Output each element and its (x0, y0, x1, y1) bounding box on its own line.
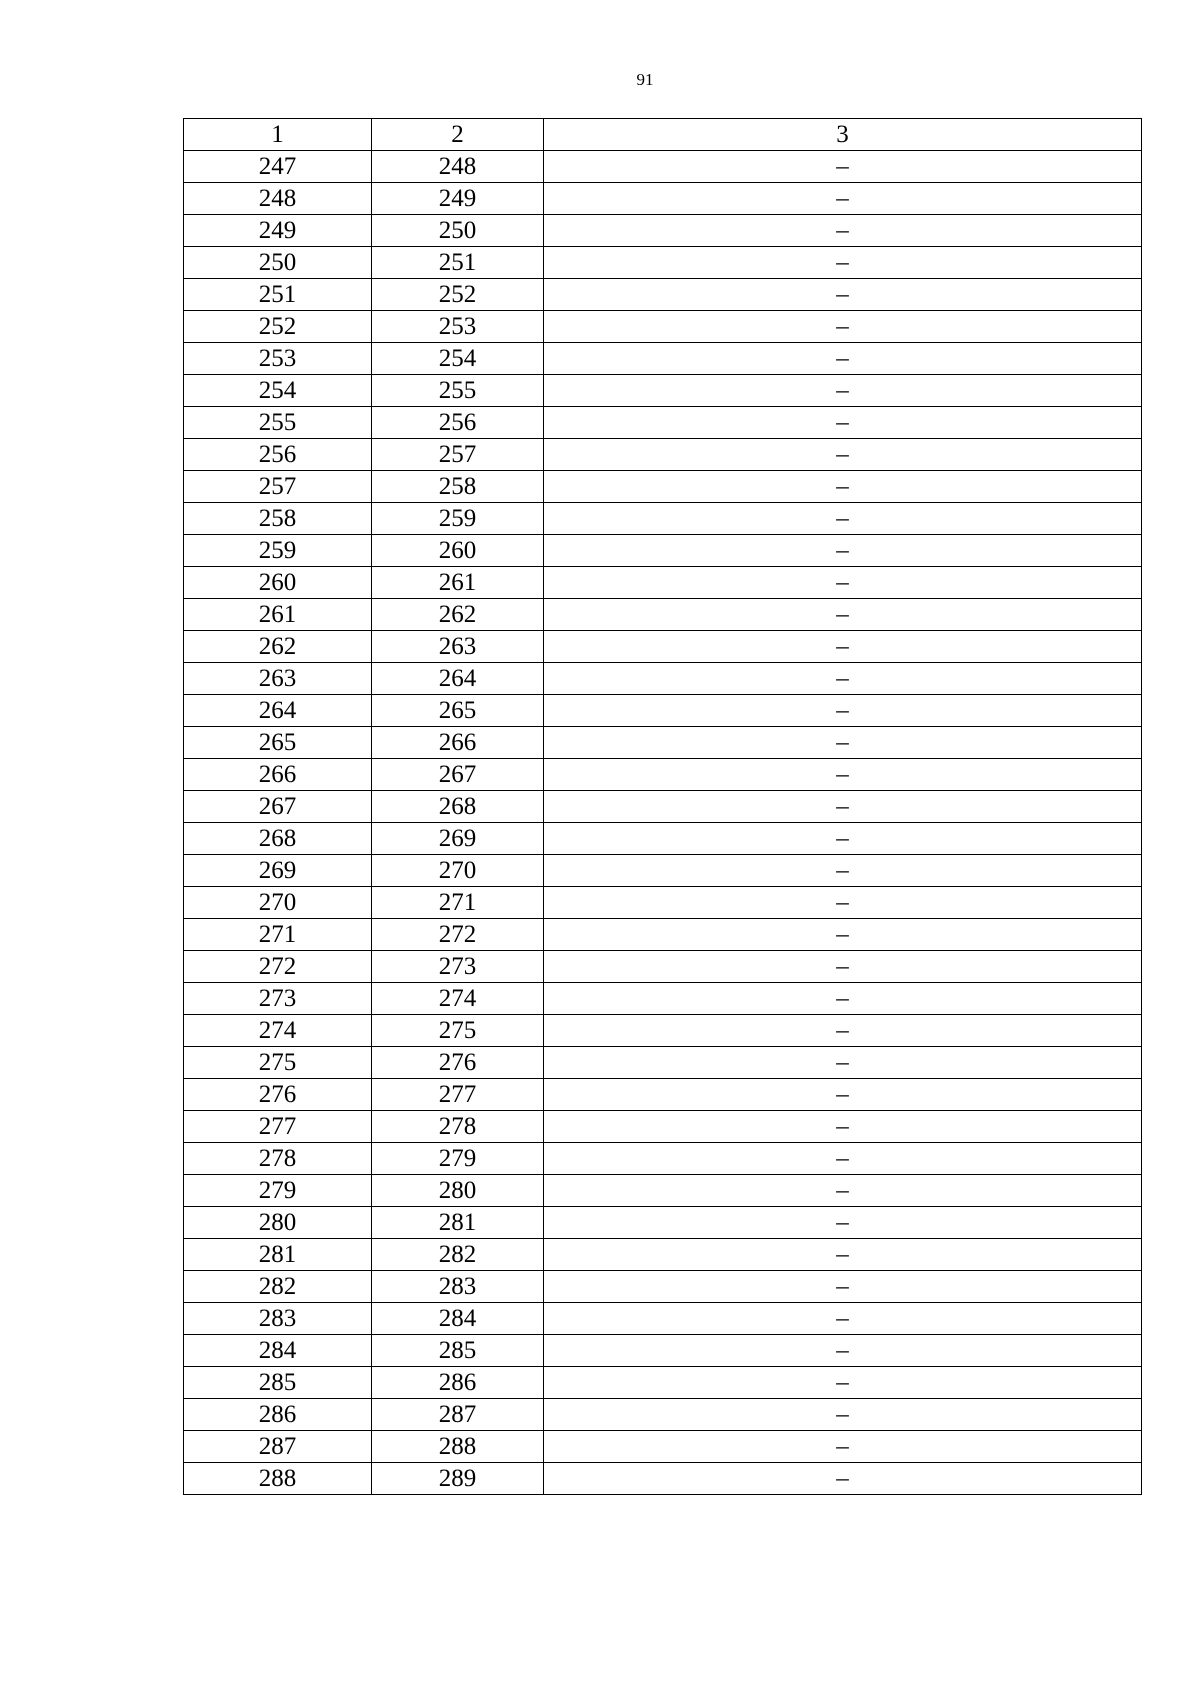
table-cell: 285 (184, 1367, 372, 1399)
table-cell: 277 (184, 1111, 372, 1143)
table-cell: 280 (372, 1175, 544, 1207)
table-cell: 264 (372, 663, 544, 695)
table-cell: 263 (184, 663, 372, 695)
table-cell: 276 (372, 1047, 544, 1079)
table-cell: 255 (372, 375, 544, 407)
table-row (184, 1239, 1142, 1271)
header-cell: 1 (184, 119, 372, 151)
table-cell: 284 (184, 1335, 372, 1367)
table-cell: 273 (372, 951, 544, 983)
table-cell: – (544, 471, 1142, 503)
table-cell: 251 (184, 279, 372, 311)
table-cell: 265 (184, 727, 372, 759)
table-cell: 250 (372, 215, 544, 247)
table-cell: 253 (372, 311, 544, 343)
table-cell: 266 (372, 727, 544, 759)
table-cell: 256 (372, 407, 544, 439)
table-row (184, 535, 1142, 567)
table-cell: 278 (184, 1143, 372, 1175)
table-cell: 254 (372, 343, 544, 375)
header-cell: 2 (372, 119, 544, 151)
table-cell: 275 (372, 1015, 544, 1047)
table-cell: – (544, 727, 1142, 759)
table-cell: – (544, 407, 1142, 439)
table-cell: 274 (184, 1015, 372, 1047)
table-row (184, 439, 1142, 471)
table-cell: 277 (372, 1079, 544, 1111)
table-cell: 271 (372, 887, 544, 919)
table-row (184, 183, 1142, 215)
table-row (184, 983, 1142, 1015)
table-cell: 260 (184, 567, 372, 599)
header-cell: 3 (544, 119, 1142, 151)
table-cell: – (544, 951, 1142, 983)
table-cell: 266 (184, 759, 372, 791)
table-cell: 271 (184, 919, 372, 951)
table-cell: – (544, 1399, 1142, 1431)
table-cell: 257 (372, 439, 544, 471)
table-cell: 250 (184, 247, 372, 279)
table-row (184, 855, 1142, 887)
table-cell: – (544, 183, 1142, 215)
table-cell: – (544, 1015, 1142, 1047)
table-cell: 261 (372, 567, 544, 599)
table-cell: 262 (372, 599, 544, 631)
table-cell: 248 (372, 151, 544, 183)
table-cell: – (544, 215, 1142, 247)
table-cell: – (544, 311, 1142, 343)
table-cell: – (544, 247, 1142, 279)
table-cell: 267 (184, 791, 372, 823)
table-cell: 252 (184, 311, 372, 343)
table-row (184, 471, 1142, 503)
table-cell: 286 (372, 1367, 544, 1399)
table-row (184, 503, 1142, 535)
table-cell: 273 (184, 983, 372, 1015)
table-row (184, 151, 1142, 183)
table-row (184, 1399, 1142, 1431)
table-cell: 289 (372, 1463, 544, 1495)
table-cell: – (544, 375, 1142, 407)
table-cell: 285 (372, 1335, 544, 1367)
table-cell: – (544, 1335, 1142, 1367)
table-cell: – (544, 983, 1142, 1015)
table-cell: 253 (184, 343, 372, 375)
table-row (184, 279, 1142, 311)
table-cell: 275 (184, 1047, 372, 1079)
table-cell: 288 (184, 1463, 372, 1495)
table-row (184, 663, 1142, 695)
table-header-row (184, 119, 1142, 151)
table-cell: – (544, 439, 1142, 471)
table-cell: 265 (372, 695, 544, 727)
table-cell: 263 (372, 631, 544, 663)
table-cell: 258 (184, 503, 372, 535)
table-row (184, 407, 1142, 439)
table-cell: 259 (372, 503, 544, 535)
table-cell: 267 (372, 759, 544, 791)
table-cell: 286 (184, 1399, 372, 1431)
table-row (184, 823, 1142, 855)
table-cell: 282 (184, 1271, 372, 1303)
table-row (184, 1047, 1142, 1079)
table-cell: 268 (372, 791, 544, 823)
table-cell: 257 (184, 471, 372, 503)
table-cell: 261 (184, 599, 372, 631)
table-cell: 255 (184, 407, 372, 439)
table-cell: 268 (184, 823, 372, 855)
table-cell: – (544, 535, 1142, 567)
table-cell: 284 (372, 1303, 544, 1335)
table-row (184, 695, 1142, 727)
table-cell: – (544, 823, 1142, 855)
table-cell: – (544, 279, 1142, 311)
table-cell: 260 (372, 535, 544, 567)
table-cell: – (544, 1431, 1142, 1463)
table-cell: – (544, 1207, 1142, 1239)
table-row (184, 567, 1142, 599)
table-cell: – (544, 791, 1142, 823)
table-cell: 279 (372, 1143, 544, 1175)
table-row (184, 343, 1142, 375)
table-row (184, 311, 1142, 343)
table-cell: 262 (184, 631, 372, 663)
table-cell: 264 (184, 695, 372, 727)
table-cell: – (544, 567, 1142, 599)
table-cell: – (544, 1271, 1142, 1303)
table-cell: 287 (372, 1399, 544, 1431)
table-cell: – (544, 1047, 1142, 1079)
table-row (184, 1463, 1142, 1495)
table-cell: 282 (372, 1239, 544, 1271)
table-cell: – (544, 919, 1142, 951)
table-cell: 272 (184, 951, 372, 983)
table-row (184, 1271, 1142, 1303)
table-row (184, 919, 1142, 951)
table-cell: – (544, 1463, 1142, 1495)
table-row (184, 375, 1142, 407)
table-row (184, 215, 1142, 247)
table-row (184, 951, 1142, 983)
table-cell: 254 (184, 375, 372, 407)
table-cell: 274 (372, 983, 544, 1015)
table-cell: 280 (184, 1207, 372, 1239)
table-row (184, 1015, 1142, 1047)
table-cell: – (544, 663, 1142, 695)
table-cell: – (544, 695, 1142, 727)
table-cell: – (544, 503, 1142, 535)
table-row (184, 631, 1142, 663)
table-cell: 251 (372, 247, 544, 279)
table-cell: 283 (372, 1271, 544, 1303)
table-cell: – (544, 1367, 1142, 1399)
table-cell: 247 (184, 151, 372, 183)
table-cell: – (544, 887, 1142, 919)
table-cell: – (544, 599, 1142, 631)
table-row (184, 791, 1142, 823)
table-row (184, 599, 1142, 631)
table-cell: – (544, 631, 1142, 663)
table-row (184, 1207, 1142, 1239)
table-cell: 270 (372, 855, 544, 887)
table-cell: 287 (184, 1431, 372, 1463)
page-number: 91 (636, 70, 654, 89)
table-row (184, 727, 1142, 759)
table-cell: 248 (184, 183, 372, 215)
data-table (183, 118, 1142, 1495)
table-cell: 276 (184, 1079, 372, 1111)
table-row (184, 887, 1142, 919)
table-cell: 281 (184, 1239, 372, 1271)
table-cell: – (544, 1143, 1142, 1175)
table-cell: – (544, 1239, 1142, 1271)
table-cell: – (544, 151, 1142, 183)
table-cell: 281 (372, 1207, 544, 1239)
table-cell: 249 (372, 183, 544, 215)
table-row (184, 1303, 1142, 1335)
table-row (184, 1143, 1142, 1175)
table-cell: – (544, 1079, 1142, 1111)
table-cell: 288 (372, 1431, 544, 1463)
table-row (184, 1175, 1142, 1207)
table-cell: 252 (372, 279, 544, 311)
table-cell: 278 (372, 1111, 544, 1143)
table-row (184, 1079, 1142, 1111)
table-row (184, 1111, 1142, 1143)
table-cell: 270 (184, 887, 372, 919)
table-row (184, 1367, 1142, 1399)
table-cell: 272 (372, 919, 544, 951)
table-row (184, 1335, 1142, 1367)
table-cell: – (544, 855, 1142, 887)
table-cell: 256 (184, 439, 372, 471)
table-row (184, 759, 1142, 791)
table-cell: – (544, 343, 1142, 375)
table-cell: 279 (184, 1175, 372, 1207)
table-cell: 269 (372, 823, 544, 855)
table-cell: – (544, 1111, 1142, 1143)
table-cell: 269 (184, 855, 372, 887)
table-cell: 249 (184, 215, 372, 247)
table-cell: – (544, 1175, 1142, 1207)
table-row (184, 247, 1142, 279)
table-cell: – (544, 1303, 1142, 1335)
table-cell: – (544, 759, 1142, 791)
table-row (184, 1431, 1142, 1463)
table-cell: 258 (372, 471, 544, 503)
table-cell: 259 (184, 535, 372, 567)
table-cell: 283 (184, 1303, 372, 1335)
